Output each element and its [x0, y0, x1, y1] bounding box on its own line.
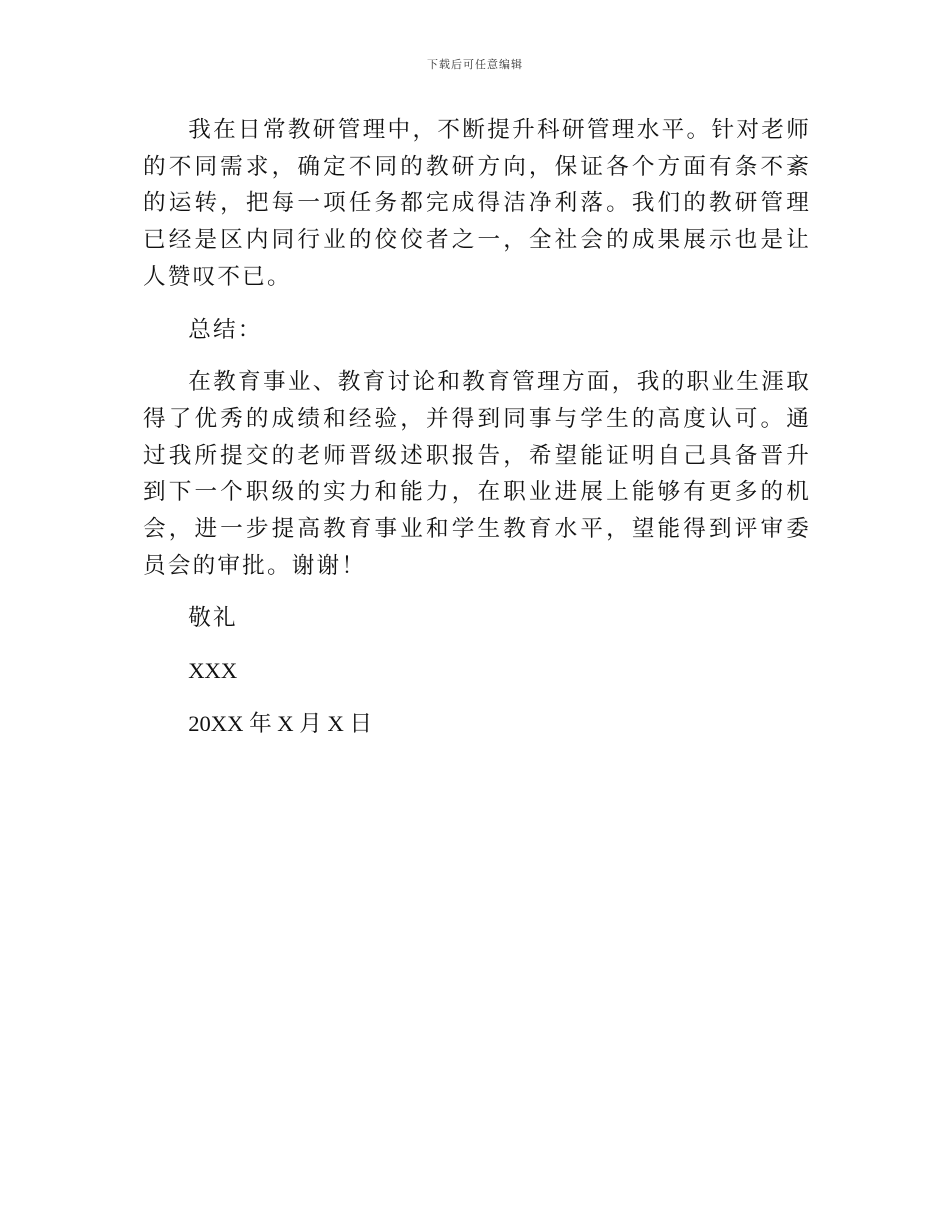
closing-salutation: 敬礼	[188, 605, 238, 632]
download-edit-note: 下载后可任意编辑	[427, 58, 523, 71]
document-body	[143, 112, 811, 743]
summary-heading: 总结：	[188, 316, 263, 343]
signature-name: XXX	[188, 658, 238, 684]
signature-date: 20XX 年 X 月 X 日	[188, 710, 373, 736]
paragraph-summary: 在教育事业、教育讨论和教育管理方面，我的职业生涯取得了优秀的成绩和经验，并得到同事与学生的高度认可。通过我所提交的老师晋级述职报告，希望能证明自己具备晋升到下一个职级的实力和能力，在职业进展上能够有更多的机会，进一步提高教育事业和学生教育水平，望能得到评审委员会的审批。谢谢！	[143, 369, 811, 579]
paragraph-research-management: 我在日常教研管理中，不断提升科研管理水平。针对老师的不同需求，确定不同的教研方向，保证各个方面有条不紊的运转，把每一项任务都完成得洁净利落。我们的教研管理已经是区内同行业的佼佼者之一，全社会的成果展示也是让人赞叹不已。	[143, 117, 811, 290]
